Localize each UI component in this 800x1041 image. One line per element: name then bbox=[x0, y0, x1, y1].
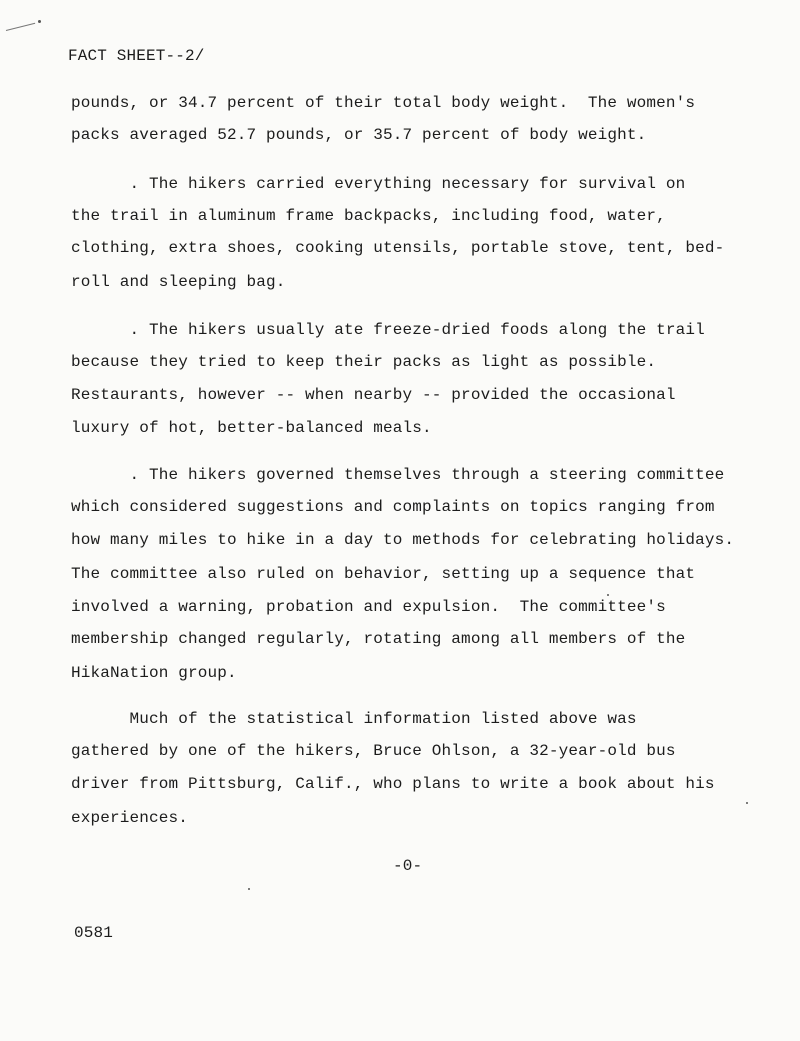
body-line: how many miles to hike in a day to methods for celebrating holidays. bbox=[71, 531, 735, 549]
body-line: because they tried to keep their packs as light as possible. bbox=[71, 353, 657, 371]
body-line: the trail in aluminum frame backpacks, including food, water, bbox=[71, 207, 666, 225]
end-mark: -0- bbox=[393, 857, 423, 875]
scan-mark bbox=[6, 23, 35, 31]
scan-speck bbox=[746, 802, 748, 804]
body-line: driver from Pittsburg, Calif., who plans to write a book about his bbox=[71, 775, 715, 793]
body-line: experiences. bbox=[71, 809, 189, 827]
body-line: The committee also ruled on behavior, setting up a sequence that bbox=[71, 565, 696, 583]
body-line: . The hikers usually ate freeze-dried foods along the trail bbox=[71, 321, 705, 339]
page-header: FACT SHEET--2/ bbox=[68, 47, 205, 65]
body-line: Much of the statistical information listed above was bbox=[71, 710, 637, 728]
body-line: involved a warning, probation and expulsion. The committee's bbox=[71, 598, 666, 616]
scan-speck bbox=[248, 888, 250, 890]
body-line: membership changed regularly, rotating among all members of the bbox=[71, 630, 686, 648]
body-line: . The hikers carried everything necessary for survival on bbox=[71, 175, 686, 193]
body-line: which considered suggestions and complaints on topics ranging from bbox=[71, 498, 715, 516]
scan-speck bbox=[38, 20, 41, 23]
body-line: packs averaged 52.7 pounds, or 35.7 percent of body weight. bbox=[71, 126, 647, 144]
footer-code: 0581 bbox=[74, 924, 114, 942]
body-line: Restaurants, however -- when nearby -- provided the occasional bbox=[71, 386, 676, 404]
body-line: gathered by one of the hikers, Bruce Ohlson, a 32-year-old bus bbox=[71, 742, 676, 760]
body-line: pounds, or 34.7 percent of their total body weight. The women's bbox=[71, 94, 696, 112]
body-line: luxury of hot, better-balanced meals. bbox=[71, 419, 432, 437]
scan-speck bbox=[607, 594, 609, 596]
body-line: HikaNation group. bbox=[71, 664, 237, 682]
body-line: clothing, extra shoes, cooking utensils, portable stove, tent, bed- bbox=[71, 239, 725, 257]
body-line: roll and sleeping bag. bbox=[71, 273, 286, 291]
body-line: . The hikers governed themselves through a steering committee bbox=[71, 466, 725, 484]
